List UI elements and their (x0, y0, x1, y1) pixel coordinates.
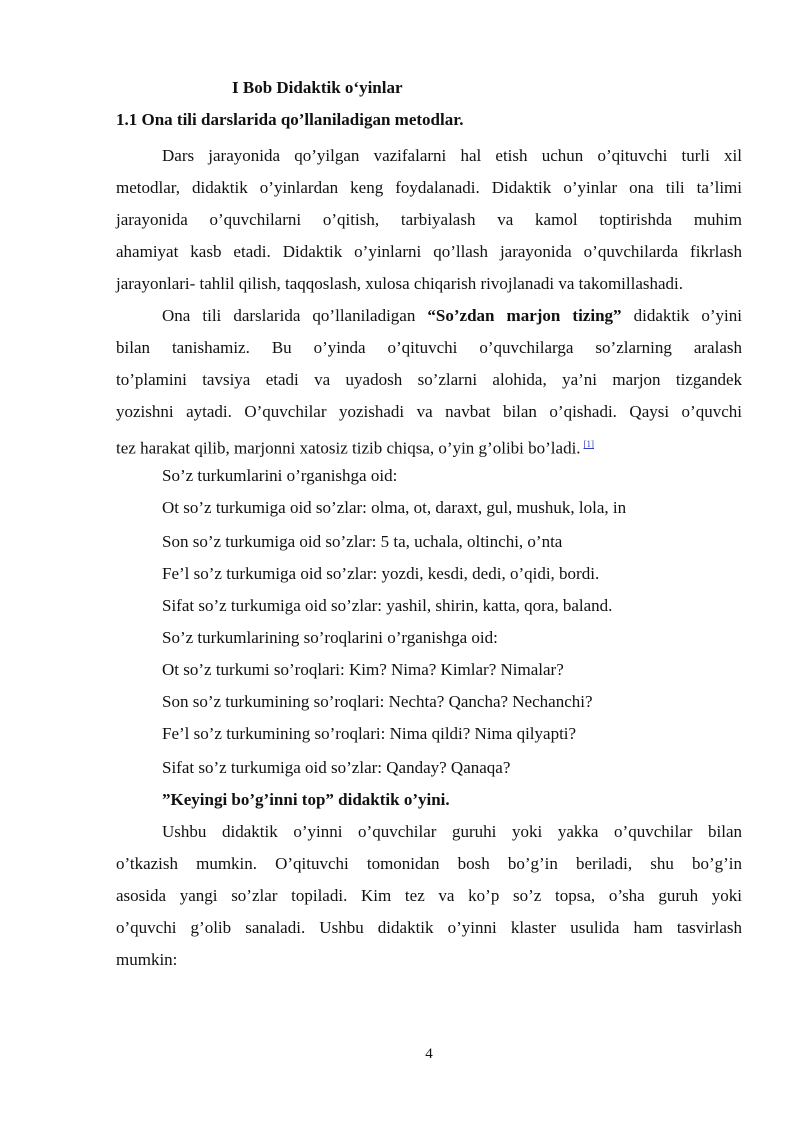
paragraph-line (116, 434, 742, 459)
paragraph-line: ahamiyat kasb etadi. Didaktik o’yinlarni qo’llash jarayonida o’quvchilarda fikrlash (116, 242, 742, 261)
paragraph-line: o’quvchi g’olib sanaladi. Ushbu didaktik o’yinni klaster usulida ham tasvirlash (116, 918, 742, 937)
list-item: Sifat so’z turkumiga oid so’zlar: yashil, shirin, katta, qora, baland. (162, 596, 613, 615)
list-item: Ot so’z turkumi so’roqlari: Kim? Nima? Kimlar? Nimalar? (162, 660, 564, 679)
paragraph-line (162, 306, 742, 326)
list-item: Son so’z turkumiga oid so’zlar: 5 ta, uchala, oltinchi, o’nta (162, 532, 563, 551)
page-number: 4 (425, 1046, 433, 1062)
text-segment: Ona tili darslarida qo’llaniladigan (162, 306, 428, 325)
game-name-bold: “So’zdan marjon tizing” (427, 306, 622, 325)
paragraph-line: o’tkazish mumkin. O’qituvchi tomonidan bosh bo’g’in beriladi, shu bo’g’in (116, 854, 742, 873)
paragraph-line: to’plamini tavsiya etadi va uyadosh so’zlarni alohida, ya’ni marjon tizgandek (116, 370, 742, 389)
section-title: 1.1 Ona tili darslarida qo’llaniladigan metodlar. (116, 110, 464, 129)
paragraph-line: mumkin: (116, 950, 178, 969)
list-item: Son so’z turkumining so’roqlari: Nechta? Qancha? Nechanchi? (162, 692, 593, 711)
list-item: So’z turkumlarining so’roqlarini o’rganishga oid: (162, 628, 498, 647)
list-item: Fe’l so’z turkumiga oid so’zlar: yozdi, kesdi, dedi, o’qidi, bordi. (162, 564, 600, 583)
game-title: ”Keyingi bo’g’inni top” didaktik o’yini. (162, 790, 450, 809)
paragraph-line: jarayonida o’quvchilarni o’qitish, tarbiyalash va kamol toptirishda muhim (116, 210, 742, 229)
paragraph-line: asosida yangi so’zlar topiladi. Kim tez va ko’p so’z topsa, o’sha guruh yoki (116, 886, 742, 905)
paragraph-line: Dars jarayonida qo’yilgan vazifalarni hal etish uchun o’qituvchi turli xil (162, 146, 742, 165)
paragraph-line: jarayonlari- tahlil qilish, taqqoslash, xulosa chiqarish rivojlanadi va takomillashadi. (116, 274, 684, 293)
paragraph-line: metodlar, didaktik o’yinlardan keng foydalanadi. Didaktik o’yinlar ona tili ta’limi (116, 178, 742, 197)
list-item: Fe’l so’z turkumining so’roqlari: Nima qildi? Nima qilyapti? (162, 724, 577, 743)
list-item: Sifat so’z turkumiga oid so’zlar: Qanday? Qanaqa? (162, 758, 511, 777)
footnote-link[interactable]: [1] (583, 439, 595, 449)
paragraph-line: yozishni aytadi. O’quvchilar yozishadi va navbat bilan o’qishadi. Qaysi o’quvchi (116, 402, 742, 421)
list-item: Ot so’z turkumiga oid so’zlar: olma, ot, daraxt, gul, mushuk, lola, in (162, 498, 627, 517)
paragraph-line: Ushbu didaktik o’yinni o’quvchilar guruhi yoki yakka o’quvchilar bilan (162, 822, 742, 841)
chapter-title: I Bob Didaktik o‘yinlar (232, 78, 403, 97)
text-segment: tez harakat qilib, marjonni xatosiz tizib chiqsa, o’yin g’olibi bo’ladi. (116, 438, 581, 458)
text-segment: didaktik o’yini (621, 306, 742, 325)
paragraph-line: bilan tanishamiz. Bu o’yinda o’qituvchi o’quvchilarga so’zlarning aralash (116, 338, 742, 357)
list-item: So’z turkumlarini o’rganishga oid: (162, 466, 398, 485)
